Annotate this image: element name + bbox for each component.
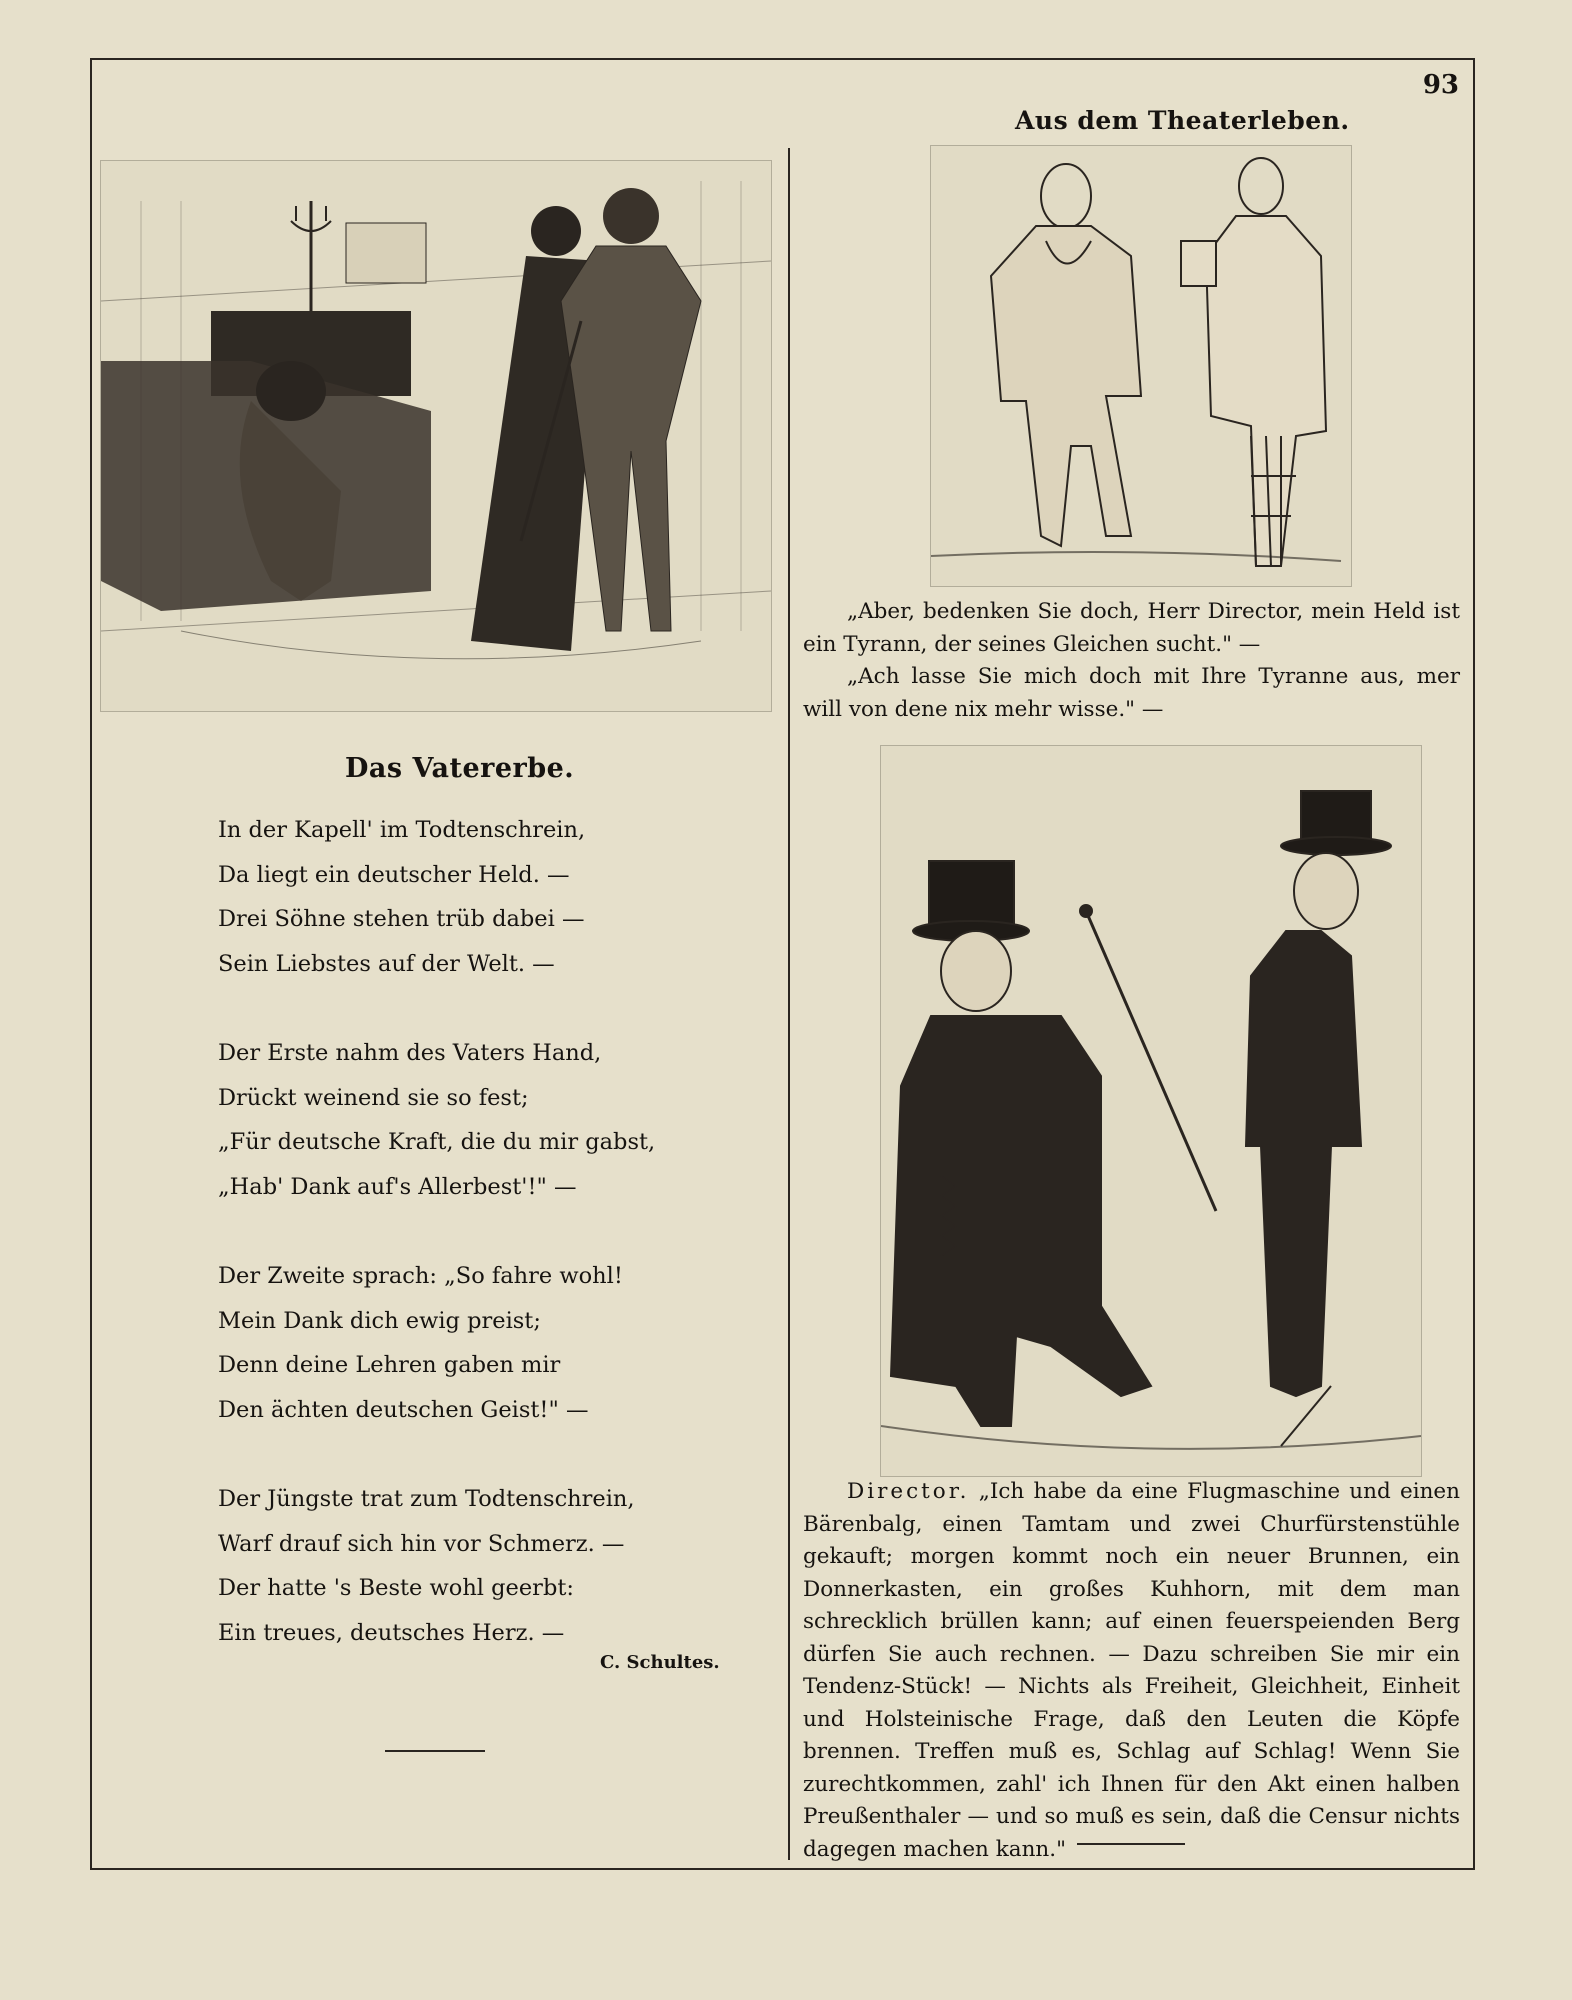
poem-line: Ein treues, deutsches Herz. — — [218, 1619, 565, 1646]
director-speech — [803, 1476, 1460, 1866]
poem-line: Mein Dank dich ewig preist; — [218, 1307, 541, 1334]
poem-line: Der Jüngste trat zum Todtenschrein, — [218, 1486, 635, 1512]
poem-line: „Für deutsche Kraft, die du mir gabst, — [218, 1129, 656, 1155]
poem-stanza — [218, 808, 655, 986]
speech-text: „Ich habe da eine Flugmaschine und einen Bärenbalg, einen Tamtam und zwei Churfürstenstühle gekauft; morgen kommt noch ein neuer Brunnen, ein Donnerkasten, ein großes Kuhhorn, mit dem man schrecklich brüllen kann; auf einen feuerspeienden Berg dürfen Sie auch rechnen. — Dazu schreiben Sie mir ein Tendenz-Stück! — Nichts als Freiheit, Gleichheit, Einheit und Holsteinische Frage, daß den Leuten die Köpfe brennen. Treffen muß es, Schlag auf Schlag! Wenn Sie zurechtkommen, zahl' ich Ihnen für den Akt einen halben Preußenthaler — und so muß es sein, daß die Censur nichts dagegen machen kann." — [803, 1479, 1460, 1862]
poem-stanza — [218, 1031, 655, 1209]
poem-line: Denn deine Lehren gaben mir — [218, 1352, 561, 1378]
poem-line: Den ächten deutschen Geist!" — — [218, 1396, 589, 1423]
poem-line: In der Kapell' im Todtenschrein, — [218, 817, 586, 843]
vatererbe-illustration — [100, 160, 772, 712]
poem-stanza — [218, 1254, 655, 1432]
poem-line: Der hatte 's Beste wohl geerbt: — [218, 1575, 574, 1601]
poem-line: Warf drauf sich hin vor Schmerz. — — [218, 1530, 625, 1557]
speaker-name: Director. — [847, 1479, 970, 1504]
poem-stanza — [218, 1477, 655, 1655]
poem-line: Sein Liebstes auf der Welt. — — [218, 950, 555, 977]
engraving-three-sons-icon — [101, 161, 771, 711]
dialogue-line: „Aber, bedenken Sie doch, Herr Director, mein Held ist ein Tyrann, der seines Gleichen sucht." — — [803, 599, 1460, 657]
theater-dialogue — [803, 596, 1460, 726]
author-divider — [385, 1750, 485, 1752]
engraving-actor-director-icon — [931, 146, 1351, 586]
poem-line: Drückt weinend sie so fest; — [218, 1084, 529, 1111]
speech-paragraph — [803, 1476, 1460, 1866]
engraving-director-cane-icon — [881, 746, 1421, 1476]
poem-line: Drei Söhne stehen trüb dabei — — [218, 906, 585, 932]
theater-top-illustration — [930, 145, 1352, 587]
theater-bottom-illustration — [880, 745, 1422, 1477]
dialogue-line: „Ach lasse Sie mich doch mit Ihre Tyranne aus, mer will von dene nix mehr wisse." — — [803, 664, 1460, 722]
article-end-divider — [1077, 1843, 1185, 1845]
poem-line: „Hab' Dank auf's Allerbest'!" — — [218, 1173, 577, 1200]
poem-author: C. Schultes. — [600, 1652, 720, 1673]
poem-line: Der Zweite sprach: „So fahre wohl! — [218, 1263, 623, 1289]
poem-line: Der Erste nahm des Vaters Hand, — [218, 1040, 602, 1066]
column-divider — [788, 148, 790, 1860]
theaterleben-title: Aus dem Theaterleben. — [1015, 106, 1350, 135]
poem-line: Da liegt ein deutscher Held. — — [218, 861, 570, 888]
vatererbe-title: Das Vatererbe. — [345, 753, 575, 784]
vatererbe-poem — [218, 808, 655, 1700]
page-number: 93 — [1422, 70, 1459, 100]
